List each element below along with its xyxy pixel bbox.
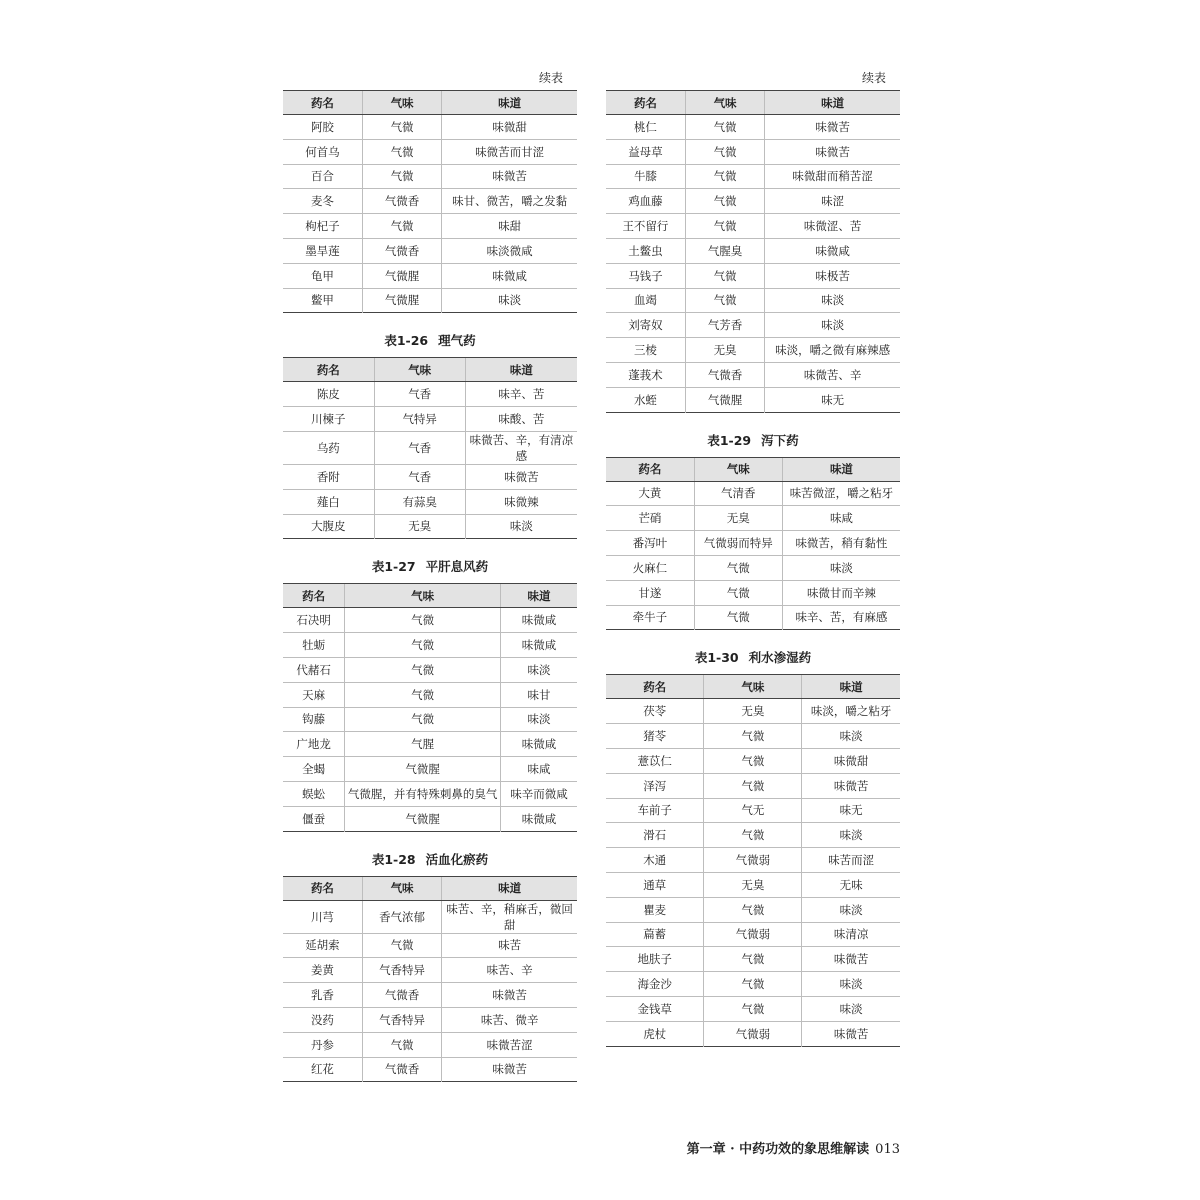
cell-wei: 味微甜 xyxy=(802,748,900,773)
cell-qi: 气微弱而特异 xyxy=(694,531,782,556)
cell-wei: 味微咸 xyxy=(765,238,900,263)
cell-name: 钩藤 xyxy=(283,707,345,732)
cell-qi: 气特异 xyxy=(374,407,465,432)
cell-wei: 味微苦、辛 xyxy=(765,362,900,387)
cell-wei: 味微苦 xyxy=(442,983,577,1008)
table-1-29 xyxy=(606,457,900,631)
cell-name: 墨旱莲 xyxy=(283,238,362,263)
cell-name: 僵蚕 xyxy=(302,811,326,826)
cell-name: 虎杖 xyxy=(643,1026,667,1041)
table-row xyxy=(606,922,900,947)
header-wei: 味道 xyxy=(501,584,577,608)
header-name: 药名 xyxy=(606,91,685,115)
cell-qi: 气腥 xyxy=(345,732,501,757)
cell-wei: 无味 xyxy=(802,872,900,897)
cell-qi: 气微 xyxy=(704,996,802,1021)
cell-qi: 气微 xyxy=(345,707,501,732)
cell-name: 车前子 xyxy=(606,798,704,823)
cell-name: 天麻 xyxy=(283,682,345,707)
cell-name: 牡蛎 xyxy=(283,633,345,658)
cell-wei: 味微苦涩 xyxy=(442,1032,577,1057)
cell-name: 百合 xyxy=(283,164,362,189)
cell-name: 丹参 xyxy=(283,1032,362,1057)
cell-name: 芒硝 xyxy=(606,506,694,531)
cell-qi: 气微 xyxy=(345,682,501,707)
cell-name: 桃仁 xyxy=(606,115,685,140)
cell-wei: 味淡 xyxy=(802,972,900,997)
cell-wei: 味淡 xyxy=(465,514,577,539)
header-wei: 味道 xyxy=(442,876,577,900)
header-wei: 味道 xyxy=(442,91,577,115)
table-row xyxy=(283,464,577,489)
cell-qi: 气微 xyxy=(694,605,782,630)
cell-name: 茯苓 xyxy=(606,699,704,724)
header-name: 药名 xyxy=(283,358,374,382)
table-row xyxy=(283,806,577,831)
cell-qi: 气无 xyxy=(704,798,802,823)
cell-qi: 气微 xyxy=(362,933,441,958)
cell-name: 王不留行 xyxy=(606,214,685,239)
cell-qi: 气微 xyxy=(694,580,782,605)
cell-name: 牵牛子 xyxy=(632,610,668,625)
cell-qi: 气微香 xyxy=(362,189,441,214)
cell-wei: 味微苦，稍有黏性 xyxy=(782,531,900,556)
cell-wei: 味微涩、苦 xyxy=(765,214,900,239)
table-row xyxy=(606,164,900,189)
right-column xyxy=(606,70,900,1047)
cell-qi: 气微 xyxy=(694,555,782,580)
table-row xyxy=(283,382,577,407)
table-row xyxy=(606,773,900,798)
header-wei: 味道 xyxy=(802,675,900,699)
cell-qi: 气微 xyxy=(345,633,501,658)
cell-wei: 味微甜 xyxy=(442,115,577,140)
header-name: 药名 xyxy=(283,876,362,900)
table-header-row xyxy=(606,91,900,115)
cell-qi: 气微 xyxy=(704,947,802,972)
cell-qi: 气微腥 xyxy=(345,757,501,782)
cell-qi: 气微腥 xyxy=(362,288,441,313)
table-continued-left xyxy=(283,90,577,313)
table-row xyxy=(283,514,577,539)
cell-name: 全蝎 xyxy=(283,757,345,782)
table-row xyxy=(283,1007,577,1032)
cell-qi: 气微 xyxy=(685,139,764,164)
table-row xyxy=(606,238,900,263)
cell-wei: 味微苦 xyxy=(442,164,577,189)
cell-wei: 味淡 xyxy=(802,724,900,749)
cell-wei: 味甘 xyxy=(501,682,577,707)
cell-name: 血竭 xyxy=(606,288,685,313)
header-name: 药名 xyxy=(283,584,345,608)
table-row xyxy=(283,707,577,732)
table-row xyxy=(606,724,900,749)
cell-qi: 气微 xyxy=(704,748,802,773)
cell-wei: 味淡 xyxy=(802,897,900,922)
cell-name: 益母草 xyxy=(606,139,685,164)
table-row xyxy=(606,947,900,972)
chapter-title: 第一章 · 中药功效的象思维解读 xyxy=(686,1142,870,1157)
cell-wei: 味淡，嚼之粘牙 xyxy=(802,699,900,724)
table-row xyxy=(283,732,577,757)
cell-name: 大黄 xyxy=(606,481,694,506)
cell-wei: 味苦、微辛 xyxy=(442,1007,577,1032)
cell-name: 龟甲 xyxy=(283,263,362,288)
table-header-row xyxy=(283,876,577,900)
cell-name: 番泻叶 xyxy=(606,531,694,556)
cell-wei: 味甜 xyxy=(442,214,577,239)
table-row xyxy=(606,387,900,412)
cell-name: 通草 xyxy=(606,872,704,897)
table-row xyxy=(283,263,577,288)
table-continued-right xyxy=(606,90,900,413)
cell-qi: 气微香 xyxy=(362,1057,441,1082)
cell-qi: 无臭 xyxy=(685,338,764,363)
table-row xyxy=(606,580,900,605)
table-row xyxy=(606,748,900,773)
cell-name: 陈皮 xyxy=(283,382,374,407)
cell-name: 土鳖虫 xyxy=(606,238,685,263)
cell-qi: 气微腥 xyxy=(685,387,764,412)
cell-qi: 有蒜臭 xyxy=(374,489,465,514)
cell-wei: 味极苦 xyxy=(765,263,900,288)
cell-qi: 气微 xyxy=(345,608,501,633)
cell-wei: 味微苦 xyxy=(802,773,900,798)
table-header-row xyxy=(606,457,900,481)
cell-name: 蜈蚣 xyxy=(283,781,345,806)
cell-wei: 味微咸 xyxy=(501,732,577,757)
table-row xyxy=(283,633,577,658)
cell-name: 海金沙 xyxy=(606,972,704,997)
cell-wei: 味咸 xyxy=(782,506,900,531)
table-row xyxy=(606,699,900,724)
table-row xyxy=(283,1057,577,1082)
table-row xyxy=(283,900,577,933)
cell-name: 滑石 xyxy=(606,823,704,848)
cell-name: 红花 xyxy=(310,1062,334,1077)
cell-qi: 气香 xyxy=(374,382,465,407)
header-qi: 气味 xyxy=(362,91,441,115)
table-row xyxy=(283,781,577,806)
cell-qi: 气微 xyxy=(704,972,802,997)
cell-wei: 味淡 xyxy=(802,823,900,848)
cell-wei: 味清凉 xyxy=(802,922,900,947)
cell-wei: 味淡 xyxy=(802,996,900,1021)
table-row xyxy=(606,996,900,1021)
table-row xyxy=(283,1032,577,1057)
cell-qi: 气微 xyxy=(685,288,764,313)
cell-wei: 味淡 xyxy=(765,313,900,338)
header-qi: 气味 xyxy=(345,584,501,608)
header-qi: 气味 xyxy=(704,675,802,699)
cell-wei: 味苦 xyxy=(442,933,577,958)
cell-wei: 味微苦、辛，有清凉感 xyxy=(465,431,577,464)
cell-wei: 味淡，嚼之微有麻辣感 xyxy=(765,338,900,363)
table-row xyxy=(283,682,577,707)
table-header-row xyxy=(283,358,577,382)
cell-name: 水蛭 xyxy=(633,392,657,407)
cell-wei: 味淡 xyxy=(765,288,900,313)
cell-qi: 气微 xyxy=(362,1032,441,1057)
cell-wei: 味酸、苦 xyxy=(465,407,577,432)
cell-wei: 味淡 xyxy=(501,657,577,682)
continued-label: 续表 xyxy=(861,71,886,85)
continued-label: 续表 xyxy=(538,71,563,85)
table-row xyxy=(606,798,900,823)
cell-name: 甘遂 xyxy=(606,580,694,605)
table-row xyxy=(606,115,900,140)
cell-name: 泽泻 xyxy=(606,773,704,798)
table-title-1-29: 表1-29 泻下药 xyxy=(707,432,799,448)
table-row xyxy=(606,338,900,363)
table-header-row xyxy=(283,91,577,115)
cell-wei: 味微咸 xyxy=(442,263,577,288)
cell-qi: 气微 xyxy=(704,773,802,798)
cell-qi: 无臭 xyxy=(704,872,802,897)
table-1-27 xyxy=(283,583,577,831)
cell-qi: 气微弱 xyxy=(704,1021,802,1046)
cell-wei: 味微咸 xyxy=(501,633,577,658)
cell-qi: 气微腥 xyxy=(362,263,441,288)
cell-wei: 味淡 xyxy=(501,707,577,732)
cell-name: 何首乌 xyxy=(283,139,362,164)
cell-name: 火麻仁 xyxy=(606,555,694,580)
table-row xyxy=(283,407,577,432)
cell-qi: 气香 xyxy=(374,431,465,464)
table-row xyxy=(283,958,577,983)
table-row xyxy=(606,872,900,897)
header-wei: 味道 xyxy=(782,457,900,481)
cell-wei: 味辛而微咸 xyxy=(501,781,577,806)
table-row xyxy=(606,263,900,288)
cell-wei: 味苦、辛 xyxy=(442,958,577,983)
table-title-1-28: 表1-28 活血化瘀药 xyxy=(371,851,489,867)
table-row xyxy=(606,139,900,164)
cell-wei: 味淡 xyxy=(442,288,577,313)
header-qi: 气味 xyxy=(374,358,465,382)
table-header-row xyxy=(606,675,900,699)
cell-name: 阿胶 xyxy=(283,115,362,140)
cell-name: 萹蓄 xyxy=(606,922,704,947)
table-row xyxy=(283,757,577,782)
table-row xyxy=(283,164,577,189)
cell-name: 木通 xyxy=(606,848,704,873)
page-footer xyxy=(680,1138,900,1157)
cell-name: 三棱 xyxy=(606,338,685,363)
cell-qi: 气微 xyxy=(362,164,441,189)
cell-qi: 无臭 xyxy=(704,699,802,724)
cell-wei: 味淡微咸 xyxy=(442,238,577,263)
table-row xyxy=(283,115,577,140)
cell-name: 乳香 xyxy=(283,983,362,1008)
cell-name: 麦冬 xyxy=(283,189,362,214)
table-row xyxy=(606,555,900,580)
table-row xyxy=(283,288,577,313)
cell-qi: 气微 xyxy=(362,139,441,164)
table-header-row xyxy=(283,584,577,608)
table-title-1-27: 表1-27 平肝息风药 xyxy=(371,559,489,575)
cell-wei: 味甘、微苦，嚼之发黏 xyxy=(442,189,577,214)
table-title-1-26: 表1-26 理气药 xyxy=(384,333,476,349)
table-1-30 xyxy=(606,674,900,1046)
cell-qi: 气微 xyxy=(362,214,441,239)
cell-name: 香附 xyxy=(283,464,374,489)
cell-name: 石决明 xyxy=(283,608,345,633)
cell-name: 枸杞子 xyxy=(283,214,362,239)
table-1-26 xyxy=(283,357,577,539)
cell-wei: 味无 xyxy=(802,798,900,823)
cell-wei: 味辛、苦，有麻感 xyxy=(782,605,900,630)
table-row xyxy=(606,362,900,387)
cell-qi: 气腥臭 xyxy=(685,238,764,263)
cell-qi: 气香特异 xyxy=(362,1007,441,1032)
cell-wei: 味微苦 xyxy=(765,115,900,140)
cell-name: 大腹皮 xyxy=(311,519,346,534)
cell-wei: 味辛、苦 xyxy=(465,382,577,407)
table-row xyxy=(283,189,577,214)
cell-qi: 无臭 xyxy=(694,506,782,531)
cell-name: 延胡索 xyxy=(283,933,362,958)
cell-qi: 气微 xyxy=(704,897,802,922)
cell-qi: 气微 xyxy=(685,189,764,214)
cell-qi: 气微 xyxy=(345,657,501,682)
table-row xyxy=(606,972,900,997)
table-row xyxy=(606,848,900,873)
table-row xyxy=(283,983,577,1008)
cell-wei: 味微辣 xyxy=(465,489,577,514)
table-row xyxy=(606,506,900,531)
header-name: 药名 xyxy=(606,457,694,481)
table-row xyxy=(606,1021,900,1046)
table-row xyxy=(283,431,577,464)
header-qi: 气味 xyxy=(685,91,764,115)
table-row xyxy=(606,189,900,214)
cell-name: 马钱子 xyxy=(606,263,685,288)
header-qi: 气味 xyxy=(362,876,441,900)
cell-wei: 味微甘而辛辣 xyxy=(782,580,900,605)
cell-name: 蓬莪术 xyxy=(606,362,685,387)
cell-name: 川芎 xyxy=(283,900,362,933)
table-row xyxy=(283,139,577,164)
table-row xyxy=(606,823,900,848)
header-wei: 味道 xyxy=(465,358,577,382)
table-1-28 xyxy=(283,876,577,1083)
cell-wei: 味微苦而甘涩 xyxy=(442,139,577,164)
cell-qi: 气微香 xyxy=(362,983,441,1008)
table-row xyxy=(606,897,900,922)
cell-qi: 气微弱 xyxy=(704,848,802,873)
cell-qi: 气微香 xyxy=(362,238,441,263)
table-row xyxy=(606,481,900,506)
cell-qi: 气微腥，并有特殊刺鼻的臭气 xyxy=(345,781,501,806)
left-column xyxy=(283,70,577,1082)
cell-qi: 气香特异 xyxy=(362,958,441,983)
cell-qi: 气微 xyxy=(685,263,764,288)
cell-qi: 气微腥 xyxy=(345,806,501,831)
cell-qi: 气微 xyxy=(685,115,764,140)
cell-name: 薏苡仁 xyxy=(606,748,704,773)
cell-wei: 味苦而涩 xyxy=(802,848,900,873)
cell-qi: 气微 xyxy=(704,823,802,848)
table-row xyxy=(283,608,577,633)
cell-name: 鳖甲 xyxy=(310,293,334,308)
cell-name: 地肤子 xyxy=(606,947,704,972)
cell-qi: 香气浓郁 xyxy=(362,900,441,933)
cell-name: 牛膝 xyxy=(606,164,685,189)
cell-wei: 味微咸 xyxy=(501,806,577,831)
cell-wei: 味微苦 xyxy=(442,1057,577,1082)
page-number: 013 xyxy=(875,1142,900,1157)
cell-name: 川楝子 xyxy=(283,407,374,432)
cell-name: 没药 xyxy=(283,1007,362,1032)
header-wei: 味道 xyxy=(765,91,900,115)
cell-qi: 气芳香 xyxy=(685,313,764,338)
table-title-1-30: 表1-30 利水渗湿药 xyxy=(694,650,812,666)
cell-wei: 味苦、辛，稍麻舌，微回甜 xyxy=(442,900,577,933)
table-row xyxy=(283,657,577,682)
cell-name: 姜黄 xyxy=(283,958,362,983)
cell-wei: 味苦微涩，嚼之粘牙 xyxy=(782,481,900,506)
table-row xyxy=(606,313,900,338)
cell-qi: 无臭 xyxy=(374,514,465,539)
table-row xyxy=(606,531,900,556)
cell-name: 乌药 xyxy=(283,431,374,464)
cell-name: 薤白 xyxy=(283,489,374,514)
cell-qi: 气微 xyxy=(362,115,441,140)
table-row xyxy=(283,489,577,514)
table-row xyxy=(606,605,900,630)
cell-name: 金钱草 xyxy=(606,996,704,1021)
cell-qi: 气微 xyxy=(685,214,764,239)
cell-name: 广地龙 xyxy=(283,732,345,757)
cell-qi: 气微 xyxy=(704,724,802,749)
cell-wei: 味微咸 xyxy=(501,608,577,633)
cell-wei: 味无 xyxy=(765,387,900,412)
table-row xyxy=(606,288,900,313)
header-name: 药名 xyxy=(283,91,362,115)
cell-qi: 气微 xyxy=(685,164,764,189)
table-row xyxy=(283,238,577,263)
cell-name: 刘寄奴 xyxy=(606,313,685,338)
table-row xyxy=(283,214,577,239)
header-name: 药名 xyxy=(606,675,704,699)
cell-name: 鸡血藤 xyxy=(606,189,685,214)
cell-qi: 气微香 xyxy=(685,362,764,387)
table-row xyxy=(606,214,900,239)
cell-wei: 味微苦 xyxy=(765,139,900,164)
cell-wei: 味咸 xyxy=(501,757,577,782)
header-qi: 气味 xyxy=(694,457,782,481)
cell-wei: 味微苦 xyxy=(802,947,900,972)
table-row xyxy=(283,933,577,958)
cell-wei: 味微苦 xyxy=(802,1021,900,1046)
cell-wei: 味涩 xyxy=(765,189,900,214)
cell-name: 猪苓 xyxy=(606,724,704,749)
cell-wei: 味微苦 xyxy=(465,464,577,489)
cell-qi: 气香 xyxy=(374,464,465,489)
cell-qi: 气清香 xyxy=(694,481,782,506)
cell-name: 瞿麦 xyxy=(606,897,704,922)
cell-wei: 味微甜而稍苦涩 xyxy=(765,164,900,189)
cell-qi: 气微弱 xyxy=(704,922,802,947)
cell-wei: 味淡 xyxy=(782,555,900,580)
cell-name: 代赭石 xyxy=(283,657,345,682)
